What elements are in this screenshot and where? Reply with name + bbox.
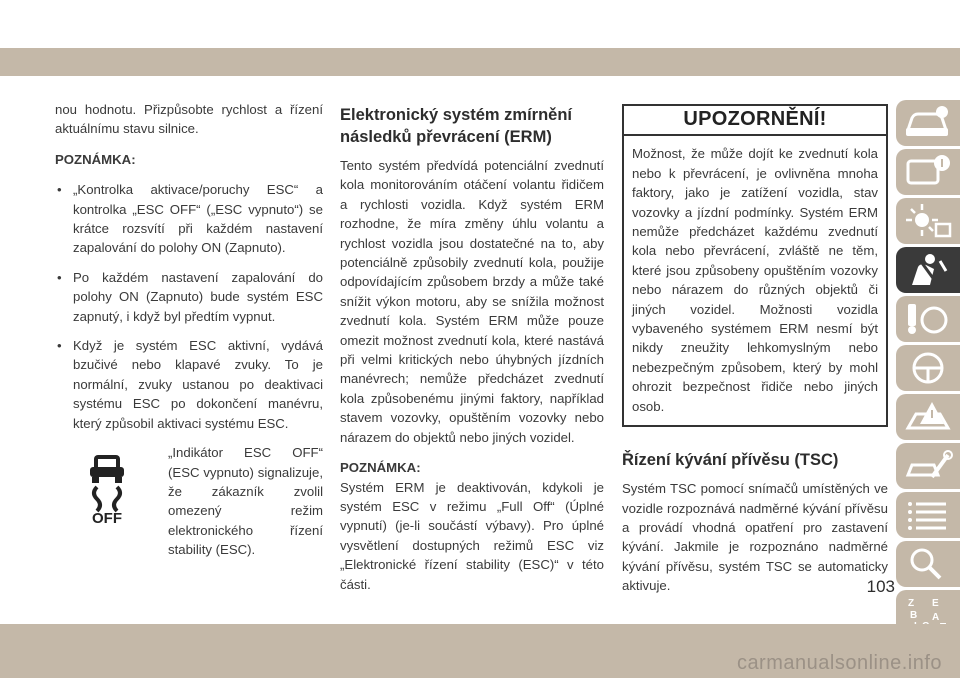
column-middle [340, 104, 604, 605]
column-right [622, 104, 888, 607]
note-bullet: • Po každém nastavení zapalování do polohy ON (Zapnuto) bude systém ESC zapnutý, i když byl předtím vypnut. [55, 268, 323, 326]
warning-box [622, 104, 888, 427]
esc-off-icon [85, 453, 129, 523]
tab-lights[interactable] [896, 198, 960, 244]
service-wrench-car-icon [902, 447, 954, 485]
note-bullet: • „Kontrolka aktivace/poruchy ESC“ a kontrolka „ESC OFF“ („ESC vypnuto“) se krátce rozsvítí při každém nastavení zapalování do polohy ON (Zapnuto). [55, 180, 323, 258]
warning-title: UPOZORNĚNÍ! [624, 106, 886, 136]
note-bullet-list [55, 180, 323, 433]
tab-car-info[interactable] [896, 100, 960, 146]
top-band [0, 0, 960, 78]
tab-dashboard-info[interactable] [896, 149, 960, 195]
erm-body: Tento systém předvídá potenciální zvednutí kola monitorováním otáčení volantu řidičem a rychlosti vozidla. Když systém ERM rozhodne, že míra změny úhlu volantu a rychlost vozidla jsou dostatečné na to, aby potenciálně způsobily zvednutí kola, použije odpovídajícím způsobem brzdy a může také snížit výkon motoru, aby se snížila možnost zvednutí kola. Systém ERM může pouze omezit možnost zvednutí kola, které nastává při velmi kritických nebo úhybných jízdních manévrech; nemůže předcházet zvednutí kola způsobenému jinými faktory, například stavem vozovky, opuštěním vozovky nebo nárazem do objektů nebo jiných vozidel. [340, 158, 604, 445]
svg-text:A: A [932, 612, 940, 623]
tab-warning[interactable] [896, 394, 960, 440]
warning-triangle-car-icon [902, 398, 954, 436]
tsc-body: Systém TSC pomocí snímačů umístěných ve vozidle rozpoznává nadměrné kývání přívěsu a provádí vhodná opatření pro zastavení kývání. Jakmile je rozpoznáno nadměrné kývání přívěsu, systém TSC se automaticky aktivuje. [622, 481, 888, 594]
top-color-bar [0, 48, 960, 76]
tab-starting[interactable] [896, 296, 960, 342]
tab-service[interactable] [896, 443, 960, 489]
page-number: 103 [866, 577, 895, 596]
tab-safety[interactable] [896, 247, 960, 293]
intro-paragraph: nou hodnotu. Přizpůsobte rychlost a řízení aktuálnímu stavu silnice. [55, 102, 323, 137]
lights-sun-icon [902, 202, 954, 240]
esc-off-icon-label: OFF [92, 510, 122, 524]
erm-note-body: Systém ERM je deaktivován, kdykoli je systém ESC v režimu „Full Off“ (Úplné vypnutí) (je-li součástí výbavy). Pro úplné vysvětlení dostupných režimů ESC viz „Elektronické řízení stability (ESC)“ v této části. [340, 479, 604, 592]
svg-text:B: B [910, 610, 918, 621]
watermark: carmanualsonline.info [736, 652, 942, 674]
search-icon [902, 545, 954, 583]
warning-body: Možnost, že může dojít ke zvednutí kola nebo k převrácení, je ovlivněna mnoha faktory, jako je zatížení vozidla, stav vozovky a jízdní podmínky. Systém ERM nemůže předcházet každému zvednutí kola nebo převrácení, zvláště ne těm, které jsou způsobeny opuštěním vozovky nebo nárazem do různých objektů či jiných vozidel. Možnosti vozidla vybaveného systémem ERM nesmí být nikdy zneužity lehkomyslným nebo nebezpečným způsobem, který by mohl ohrozit bezpečnost řidiče nebo jiných osob. [632, 146, 878, 414]
dashboard-info-icon [902, 153, 954, 191]
svg-text:Z: Z [908, 598, 915, 609]
indicator-description: „Indikátor ESC OFF“ (ESC vypnuto) signalizuje, že zákazník zvolil omezený režim elektronického řízení stability (ESC). [168, 445, 323, 558]
erm-note-heading: POZNÁMKA: [340, 460, 421, 476]
note-heading: POZNÁMKA: [55, 151, 136, 167]
chapter-tabs [896, 100, 960, 639]
tab-search[interactable] [896, 541, 960, 587]
starting-key-icon [902, 300, 954, 338]
safety-driver-seatbelt-icon [902, 251, 954, 289]
column-left [55, 100, 323, 558]
svg-text:E: E [932, 598, 939, 609]
car-info-icon [902, 104, 954, 142]
steering-wheel-icon [902, 349, 954, 387]
erm-heading: Elektronický systém zmírnění následků převrácení (ERM) [340, 106, 573, 146]
tab-steering[interactable] [896, 345, 960, 391]
esc-off-indicator [55, 443, 323, 558]
tab-specifications[interactable] [896, 492, 960, 538]
note-bullet: • Když je systém ESC aktivní, vydává bzučivé nebo klapavé zvuky. To je normální, zvuky ustanou po deaktivaci systému ESC po dokončení manévru, který způsobil aktivaci systému ESC. [55, 336, 323, 433]
tsc-heading: Řízení kývání přívěsu (TSC) [622, 451, 839, 470]
specifications-list-icon [902, 496, 954, 534]
